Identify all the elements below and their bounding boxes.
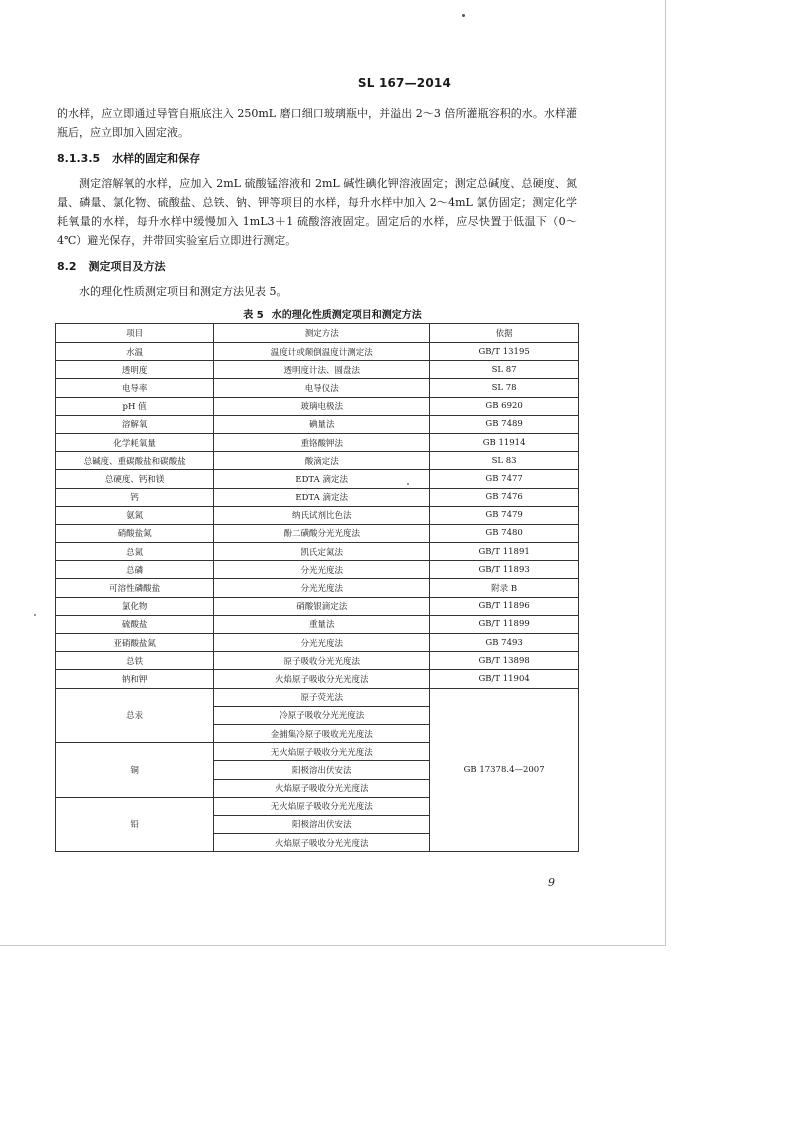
page-number: 9: [548, 876, 555, 889]
cell-method: EDTA 滴定法: [214, 488, 430, 506]
cell-item: 总氮: [56, 543, 214, 561]
section-number: 8.2: [57, 260, 77, 273]
table-row: [56, 634, 579, 652]
cell-item: 铅: [56, 797, 214, 852]
table-row: [56, 652, 579, 670]
cell-standard: SL 87: [430, 361, 579, 379]
cell-item: 透明度: [56, 361, 214, 379]
cell-standard: GB 7480: [430, 524, 579, 542]
section-heading-82: [57, 258, 166, 274]
cell-standard: GB/T 11904: [430, 670, 579, 688]
cell-item: 总汞: [56, 688, 214, 743]
cell-method: 分光光度法: [214, 634, 430, 652]
scan-speck: [34, 614, 36, 616]
cell-item: 硝酸盐氮: [56, 524, 214, 542]
table-row: [56, 543, 579, 561]
cell-standard: GB/T 13195: [430, 343, 579, 361]
cell-standard: GB 11914: [430, 433, 579, 451]
table-row: [56, 524, 579, 542]
cell-item: 总碱度、重碳酸盐和碳酸盐: [56, 452, 214, 470]
cell-method: 原子荧光法: [214, 688, 430, 706]
cell-standard: 附录 B: [430, 579, 579, 597]
cell-method: 无火焰原子吸收分光光度法: [214, 743, 430, 761]
cell-item: 电导率: [56, 379, 214, 397]
cell-method: 阳极溶出伏安法: [214, 815, 430, 833]
cell-method: 重量法: [214, 615, 430, 633]
cell-item: 水温: [56, 343, 214, 361]
table-row: [56, 688, 579, 706]
table-row: [56, 506, 579, 524]
cell-method: 冷原子吸收分光光度法: [214, 706, 430, 724]
cell-item: 可溶性磷酸盐: [56, 579, 214, 597]
cell-method: 分光光度法: [214, 561, 430, 579]
cell-method: 火焰原子吸收分光光度法: [214, 670, 430, 688]
section-title: 水样的固定和保存: [112, 152, 201, 165]
paragraph-sample-fixation: 测定溶解氧的水样，应加入 2mL 硫酸锰溶液和 2mL 碱性碘化钾溶液固定；测定总碱度、总硬度、氮量、磷量、氯化物、硫酸盐、总铁、钠、钾等项目的水样，每升水样中加入 2～4mL 氯仿固定；测定化学耗氧量的水样，每升水样中缓慢加入 1mL3＋1 硫酸溶液固定。固定后的水样，应尽快置于低温下（0～4℃）避光保存，并带回实验室后立即进行测定。: [57, 177, 577, 247]
cell-method: EDTA 滴定法: [214, 470, 430, 488]
cell-standard: GB 7479: [430, 506, 579, 524]
cell-method: 纳氏试剂比色法: [214, 506, 430, 524]
cell-standard: GB 6920: [430, 397, 579, 415]
table-number: 表 5: [243, 310, 264, 321]
cell-standard: GB/T 13898: [430, 652, 579, 670]
standard-code: SL 167—2014: [357, 76, 451, 90]
cell-standard: GB 7477: [430, 470, 579, 488]
column-header-item: 项目: [56, 324, 214, 343]
cell-standard: GB/T 11899: [430, 615, 579, 633]
table-row: [56, 470, 579, 488]
table-caption: [0, 306, 665, 321]
table-row: [56, 579, 579, 597]
cell-method: 酚二磺酸分光光度法: [214, 524, 430, 542]
cell-item: 溶解氧: [56, 415, 214, 433]
cell-method: 无火焰原子吸收分光光度法: [214, 797, 430, 815]
cell-method: 分光光度法: [214, 579, 430, 597]
cell-item: 亚硝酸盐氮: [56, 634, 214, 652]
cell-method: 原子吸收分光光度法: [214, 652, 430, 670]
cell-method: 火焰原子吸收分光光度法: [214, 834, 430, 852]
cell-item: 总硬度、钙和镁: [56, 470, 214, 488]
cell-item: 钙: [56, 488, 214, 506]
section-heading-8135: [57, 150, 200, 166]
table-body: [56, 343, 579, 852]
cell-item: 氨氮: [56, 506, 214, 524]
scan-speck: [462, 14, 465, 17]
cell-method: 重铬酸钾法: [214, 433, 430, 451]
table-row: [56, 343, 579, 361]
cell-standard: GB 7493: [430, 634, 579, 652]
cell-method: 火焰原子吸收分光光度法: [214, 779, 430, 797]
cell-method: 碘量法: [214, 415, 430, 433]
cell-method: 温度计或颠倒温度计测定法: [214, 343, 430, 361]
table-header-row: [56, 324, 579, 343]
cell-method: 透明度计法、圆盘法: [214, 361, 430, 379]
cell-item: 钠和钾: [56, 670, 214, 688]
cell-item: pH 值: [56, 397, 214, 415]
table-row: [56, 361, 579, 379]
section-title: 测定项目及方法: [88, 260, 166, 273]
column-header-method: 测定方法: [214, 324, 430, 343]
cell-item: 铜: [56, 743, 214, 798]
paragraph-table-reference: 水的理化性质测定项目和测定方法见表 5。: [79, 285, 288, 298]
table-row: [56, 670, 579, 688]
cell-method: 阳极溶出伏安法: [214, 761, 430, 779]
cell-item: 总铁: [56, 652, 214, 670]
table-row: [56, 397, 579, 415]
column-header-standard: 依据: [430, 324, 579, 343]
cell-method: 凯氏定氮法: [214, 543, 430, 561]
table-row: [56, 452, 579, 470]
cell-standard: GB 17378.4—2007: [430, 688, 579, 852]
cell-standard: SL 78: [430, 379, 579, 397]
cell-item: 总磷: [56, 561, 214, 579]
table-title: 水的理化性质测定项目和测定方法: [271, 310, 422, 321]
scan-speck: [407, 483, 409, 485]
cell-standard: GB 7489: [430, 415, 579, 433]
cell-method: 金捕集冷原子吸收光光度法: [214, 724, 430, 742]
cell-standard: GB/T 11891: [430, 543, 579, 561]
paragraph-sample-filling: 的水样，应立即通过导管自瓶底注入 250mL 磨口细口玻璃瓶中，并溢出 2～3 倍所灌瓶容积的水。水样灌瓶后，应立即加入固定液。: [57, 107, 577, 139]
cell-standard: SL 83: [430, 452, 579, 470]
table-row: [56, 488, 579, 506]
cell-method: 电导仪法: [214, 379, 430, 397]
cell-standard: GB/T 11893: [430, 561, 579, 579]
cell-item: 氯化物: [56, 597, 214, 615]
table-row: [56, 561, 579, 579]
cell-method: 酸滴定法: [214, 452, 430, 470]
section-number: 8.1.3.5: [57, 152, 101, 165]
table-row: [56, 379, 579, 397]
cell-item: 化学耗氧量: [56, 433, 214, 451]
cell-standard: GB 7476: [430, 488, 579, 506]
methods-table: [55, 323, 579, 852]
cell-method: 硝酸银滴定法: [214, 597, 430, 615]
cell-item: 硫酸盐: [56, 615, 214, 633]
cell-standard: GB/T 11896: [430, 597, 579, 615]
table-row: [56, 615, 579, 633]
cell-method: 玻璃电极法: [214, 397, 430, 415]
table-row: [56, 415, 579, 433]
table-row: [56, 433, 579, 451]
table-row: [56, 597, 579, 615]
